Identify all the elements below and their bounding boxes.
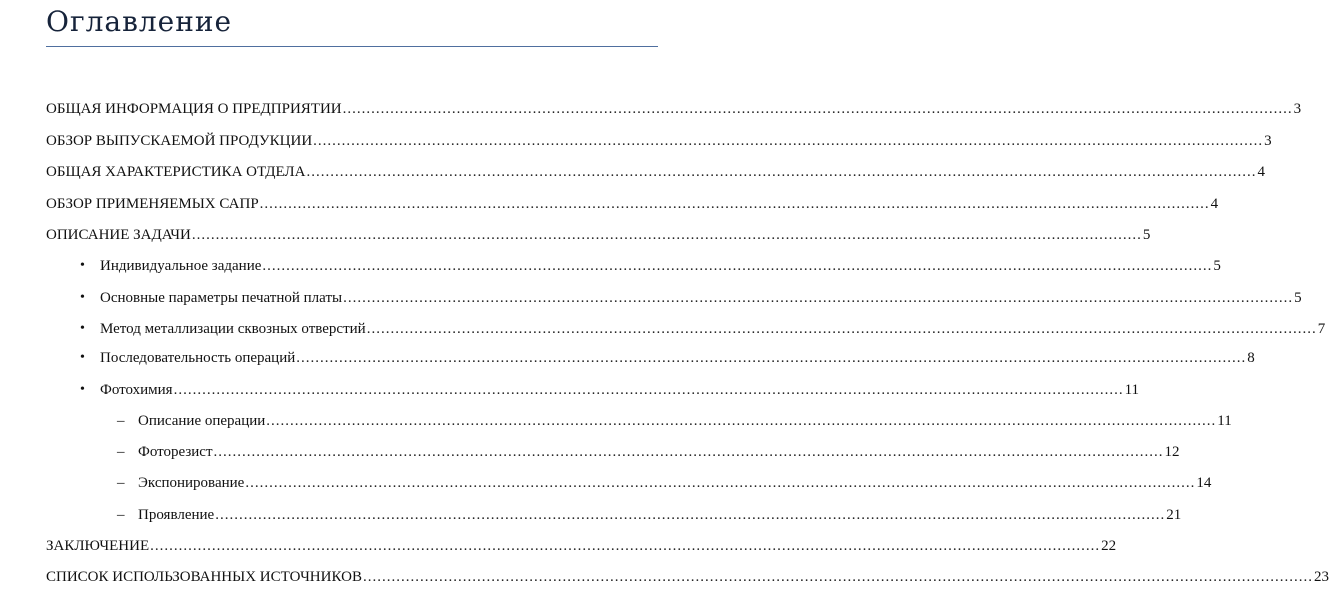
toc-entry-level2[interactable] — [100, 347, 1255, 369]
toc-dot-leader: ........................................................................................................................................................................................................ — [362, 569, 1313, 585]
toc-entry-level2[interactable] — [100, 255, 1221, 277]
toc-page-number: 11 — [1124, 382, 1140, 398]
toc-entry-level3[interactable] — [138, 410, 1232, 432]
toc-entry-title: ОБЩАЯ ХАРАКТЕРИСТИКА ОТДЕЛА — [46, 164, 306, 180]
toc-dot-leader: ........................................................................................................................................................................................................ — [213, 444, 1164, 460]
toc-dot-leader: ........................................................................................................................................................................................................ — [191, 227, 1142, 243]
toc-page-number: 14 — [1196, 475, 1212, 491]
toc-dot-leader: ........................................................................................................................................................................................................ — [306, 164, 1257, 180]
bullet-marker: • — [80, 321, 85, 336]
toc-page-number: 8 — [1247, 350, 1255, 366]
toc-page-number: 22 — [1101, 538, 1117, 554]
toc-entry-level1[interactable] — [46, 193, 1219, 215]
toc-entry-level3[interactable] — [138, 472, 1212, 494]
toc-dot-leader: ........................................................................................................................................................................................................ — [262, 258, 1213, 274]
toc-page-number: 5 — [1294, 290, 1302, 306]
toc-page-number: 5 — [1213, 258, 1221, 274]
toc-page-number: 3 — [1264, 133, 1272, 149]
toc-entry-level1[interactable] — [46, 161, 1265, 183]
toc-entry-level1[interactable] — [46, 98, 1302, 120]
toc-entry-title: ОБЩАЯ ИНФОРМАЦИЯ О ПРЕДПРИЯТИИ — [46, 101, 342, 117]
toc-entry-level2[interactable] — [100, 287, 1302, 309]
toc-entry-level1[interactable] — [46, 566, 1329, 588]
toc-entry-level1[interactable] — [46, 130, 1272, 152]
dash-marker: – — [117, 507, 125, 523]
toc-entry-title: Фоторезист — [138, 444, 213, 460]
toc-page-number: 23 — [1313, 569, 1329, 585]
toc-page-number: 11 — [1217, 413, 1232, 429]
toc-entry-title: Индивидуальное задание — [100, 258, 262, 274]
bullet-marker: • — [80, 258, 85, 273]
toc-entry-title: Основные параметры печатной платы — [100, 290, 343, 306]
toc-entry-title: Последовательность операций — [100, 350, 296, 366]
toc-entry-level2[interactable] — [100, 318, 1326, 340]
bullet-marker: • — [80, 382, 85, 397]
dash-marker: – — [117, 475, 125, 491]
dash-marker: – — [117, 444, 125, 460]
toc-dot-leader: ........................................................................................................................................................................................................ — [366, 321, 1317, 337]
bullet-marker: • — [80, 350, 85, 365]
toc-page-number: 5 — [1142, 227, 1151, 243]
toc-entry-title: ОБЗОР ВЫПУСКАЕМОЙ ПРОДУКЦИИ — [46, 133, 313, 149]
toc-entry-title: Описание операции — [138, 413, 266, 429]
page-title: Оглавление — [46, 5, 233, 38]
toc-dot-leader: ........................................................................................................................................................................................................ — [150, 538, 1101, 554]
dash-marker: – — [117, 413, 125, 429]
toc-dot-leader: ........................................................................................................................................................................................................ — [296, 350, 1247, 366]
toc-entry-title: СПИСОК ИСПОЛЬЗОВАННЫХ ИСТОЧНИКОВ — [46, 569, 362, 585]
toc-dot-leader: ........................................................................................................................................................................................................ — [266, 413, 1217, 429]
toc-dot-leader: ........................................................................................................................................................................................................ — [259, 196, 1210, 212]
toc-dot-leader: ........................................................................................................................................................................................................ — [343, 290, 1294, 306]
toc-entry-title: Метод металлизации сквозных отверстий — [100, 321, 366, 337]
toc-dot-leader: ........................................................................................................................................................................................................ — [173, 382, 1124, 398]
toc-entry-title: Экспонирование — [138, 475, 245, 491]
toc-dot-leader: ........................................................................................................................................................................................................ — [313, 133, 1264, 149]
toc-page-number: 21 — [1166, 507, 1182, 523]
toc-entry-title: ОБЗОР ПРИМЕНЯЕМЫХ САПР — [46, 196, 259, 212]
toc-entry-level3[interactable] — [138, 504, 1182, 526]
toc-entry-title: ЗАКЛЮЧЕНИЕ — [46, 538, 150, 554]
toc-page-number: 4 — [1257, 164, 1265, 180]
toc-page-number: 7 — [1317, 321, 1326, 337]
toc-entry-level1[interactable] — [46, 535, 1117, 557]
toc-dot-leader: ........................................................................................................................................................................................................ — [215, 507, 1166, 523]
toc-entry-level2[interactable] — [100, 379, 1140, 401]
toc-entry-title: ОПИСАНИЕ ЗАДАЧИ — [46, 227, 191, 243]
toc-dot-leader: ........................................................................................................................................................................................................ — [342, 101, 1293, 117]
toc-page-number: 3 — [1293, 101, 1302, 117]
toc-entry-title: Фотохимия — [100, 382, 173, 398]
toc-page-number: 4 — [1210, 196, 1219, 212]
toc-entry-level3[interactable] — [138, 441, 1180, 463]
toc-page-number: 12 — [1164, 444, 1180, 460]
toc-entry-title: Проявление — [138, 507, 215, 523]
toc-entry-level1[interactable] — [46, 224, 1151, 246]
bullet-marker: • — [80, 290, 85, 305]
toc-dot-leader: ........................................................................................................................................................................................................ — [245, 475, 1196, 491]
